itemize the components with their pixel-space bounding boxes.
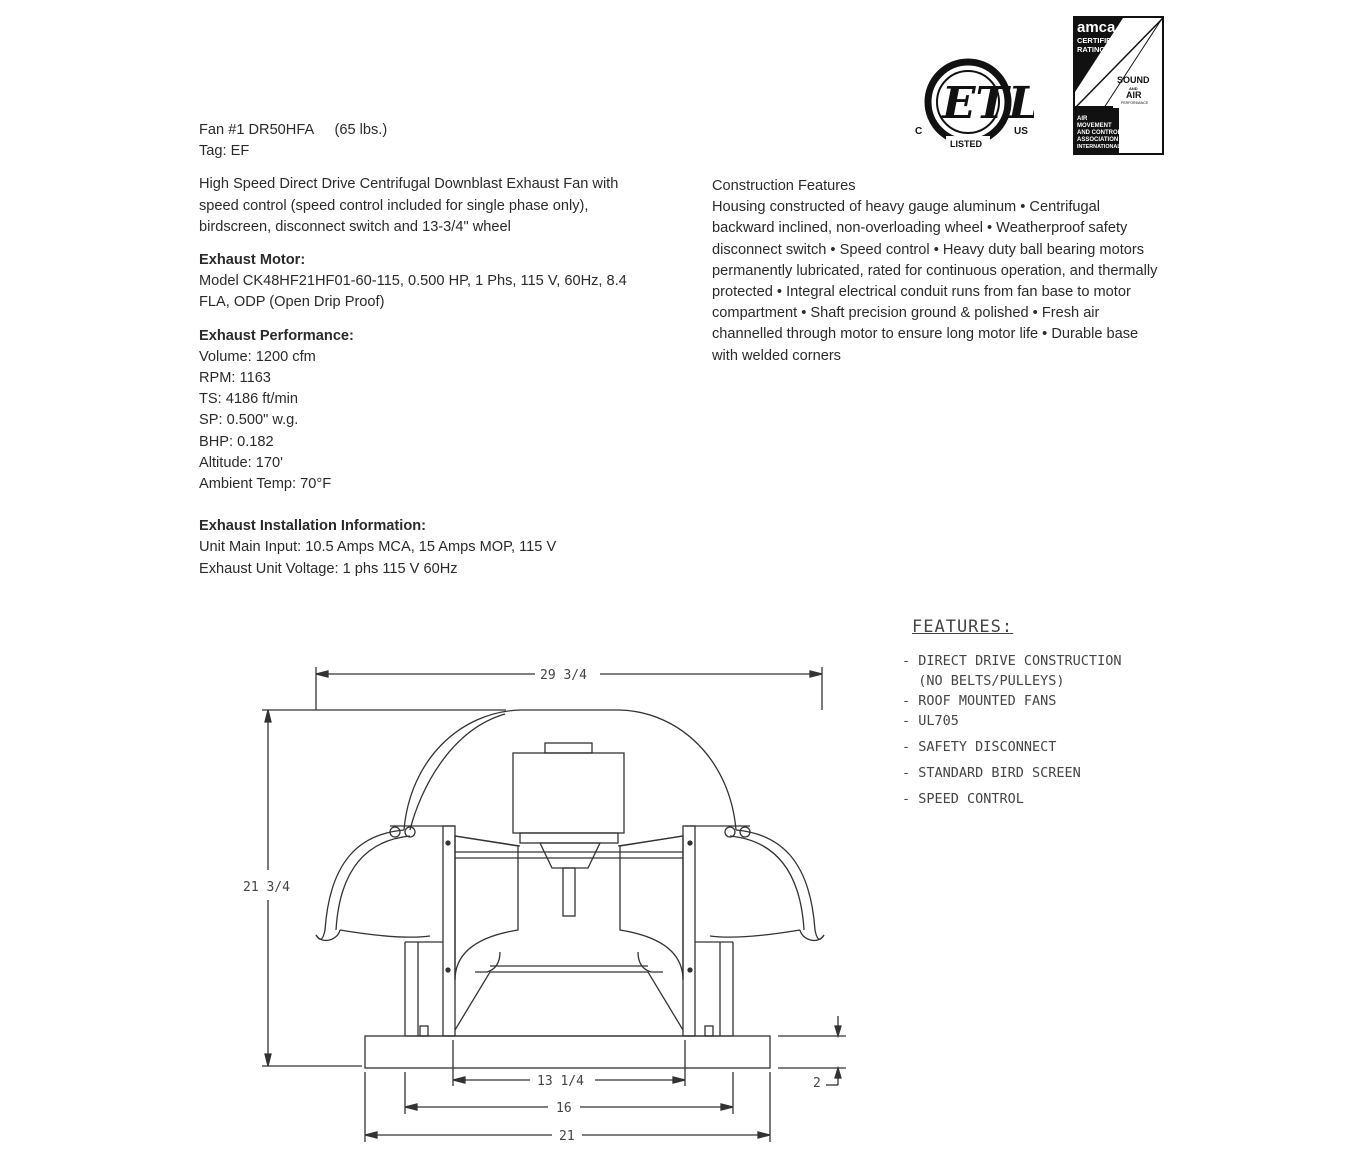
construction-line-3: disconnect switch • Speed control • Heavy duty ball bearing motors (712, 241, 1145, 258)
performance-ts: TS: 4186 ft/min (199, 391, 298, 408)
dimension-base-label: 21 (559, 1129, 575, 1144)
performance-heading: Exhaust Performance: (199, 327, 354, 344)
dimension-bottom (365, 1040, 770, 1144)
construction-line-1: Housing constructed of heavy gauge aluminum • Centrifugal (712, 199, 1101, 216)
installation-line-2: Exhaust Unit Voltage: 1 phs 115 V 60Hz (199, 560, 458, 577)
motor-line-2: FLA, ODP (Open Drip Proof) (199, 294, 385, 311)
amca-and: AND (1129, 86, 1138, 91)
amca-org-4: ASSOCIATION (1077, 137, 1119, 143)
spec-left-column (199, 120, 669, 580)
fan-dimension-drawing (230, 655, 860, 1150)
dimension-top-label: 29 3/4 (540, 668, 587, 683)
etl-logo-c: C (915, 126, 923, 137)
feature-no-belts: (NO BELTS/PULLEYS) (902, 673, 1065, 689)
etl-logo-graphic (912, 56, 1034, 152)
performance-rpm: RPM: 1163 (199, 370, 271, 387)
features-title: FEATURES: (912, 617, 1014, 637)
dimension-curb-label: 2 (813, 1076, 821, 1091)
etl-logo-text: ETL (942, 78, 1034, 129)
performance-ambient-temp: Ambient Temp: 70°F (199, 476, 332, 493)
construction-line-5: protected • Integral electrical conduit runs from fan base to motor (712, 284, 1131, 301)
amca-certified: CERTIFIED (1077, 36, 1117, 45)
fan-frame (443, 826, 695, 1036)
fan-hood (316, 710, 824, 940)
performance-sp: SP: 0.500" w.g. (199, 412, 299, 429)
amca-sound: SOUND (1117, 75, 1150, 85)
amca-logo (1073, 16, 1165, 156)
construction-features-column (712, 176, 1182, 367)
dimension-height (243, 710, 506, 1066)
amca-ratings: RATINGS (1077, 45, 1111, 54)
dimension-mid-label: 16 (556, 1101, 572, 1116)
performance-altitude: Altitude: 170' (199, 454, 283, 471)
installation-line-1: Unit Main Input: 10.5 Amps MCA, 15 Amps MOP, 115 V (199, 539, 557, 556)
feature-direct-drive: - DIRECT DRIVE CONSTRUCTION (902, 653, 1122, 669)
description-line-3: birdscreen, disconnect switch and 13-3/4" wheel (199, 218, 511, 235)
fan-model: Fan #1 DR50HFA (199, 122, 315, 138)
amca-org-2: MOVEMENT (1077, 123, 1112, 129)
construction-line-2: backward inclined, non-overloading wheel • Weatherproof safety (712, 220, 1128, 237)
construction-line-8: with welded corners (712, 347, 841, 364)
motor-heading: Exhaust Motor: (199, 252, 306, 269)
etl-logo-listed: LISTED (950, 139, 983, 149)
fan-model-line (199, 120, 669, 141)
performance-volume: Volume: 1200 cfm (199, 348, 316, 365)
construction-line-7: channelled through motor to ensure long motor life • Durable base (712, 326, 1139, 343)
construction-heading: Construction Features (712, 178, 856, 194)
feature-speed-control: - SPEED CONTROL (902, 791, 1024, 807)
amca-performance: PERFORMANCE (1121, 101, 1149, 105)
performance-bhp: BHP: 0.182 (199, 433, 274, 450)
amca-org-1: AIR (1077, 116, 1088, 122)
etl-logo-us: US (1014, 126, 1028, 137)
feature-ul705: - UL705 (902, 713, 959, 729)
fan-lower-housing (405, 942, 733, 1036)
installation-heading: Exhaust Installation Information: (199, 518, 427, 535)
dimension-inner-label: 13 1/4 (537, 1074, 584, 1089)
amca-org-3: AND CONTROL (1077, 130, 1122, 136)
construction-line-4: permanently lubricated, rated for continuous operation, and thermally (712, 262, 1158, 279)
description-line-2: speed control (speed control included for single phase only), (199, 197, 589, 214)
amca-org-5: INTERNATIONAL, INC. (1077, 144, 1135, 150)
feature-safety-disconnect: - SAFETY DISCONNECT (902, 739, 1057, 755)
dimension-height-label: 21 3/4 (243, 880, 290, 895)
dimension-top (316, 667, 822, 710)
description-line-1: High Speed Direct Drive Centrifugal Downblast Exhaust Fan with (199, 176, 619, 193)
feature-roof-mounted: - ROOF MOUNTED FANS (902, 693, 1057, 709)
feature-bird-screen: - STANDARD BIRD SCREEN (902, 765, 1081, 781)
construction-line-6: compartment • Shaft precision ground & polished • Fresh air (712, 305, 1100, 322)
amca-logo-graphic (1073, 16, 1165, 156)
fan-tag: Tag: EF (199, 143, 250, 160)
features-list (902, 617, 1202, 809)
amca-air: AIR (1126, 90, 1142, 100)
amca-brand: amca (1077, 19, 1116, 36)
fan-weight: (65 lbs.) (334, 122, 388, 138)
fan-motor (513, 743, 624, 916)
motor-line-1: Model CK48HF21HF01-60-115, 0.500 HP, 1 Phs, 115 V, 60Hz, 8.4 (199, 273, 627, 290)
etl-logo (912, 56, 1034, 152)
